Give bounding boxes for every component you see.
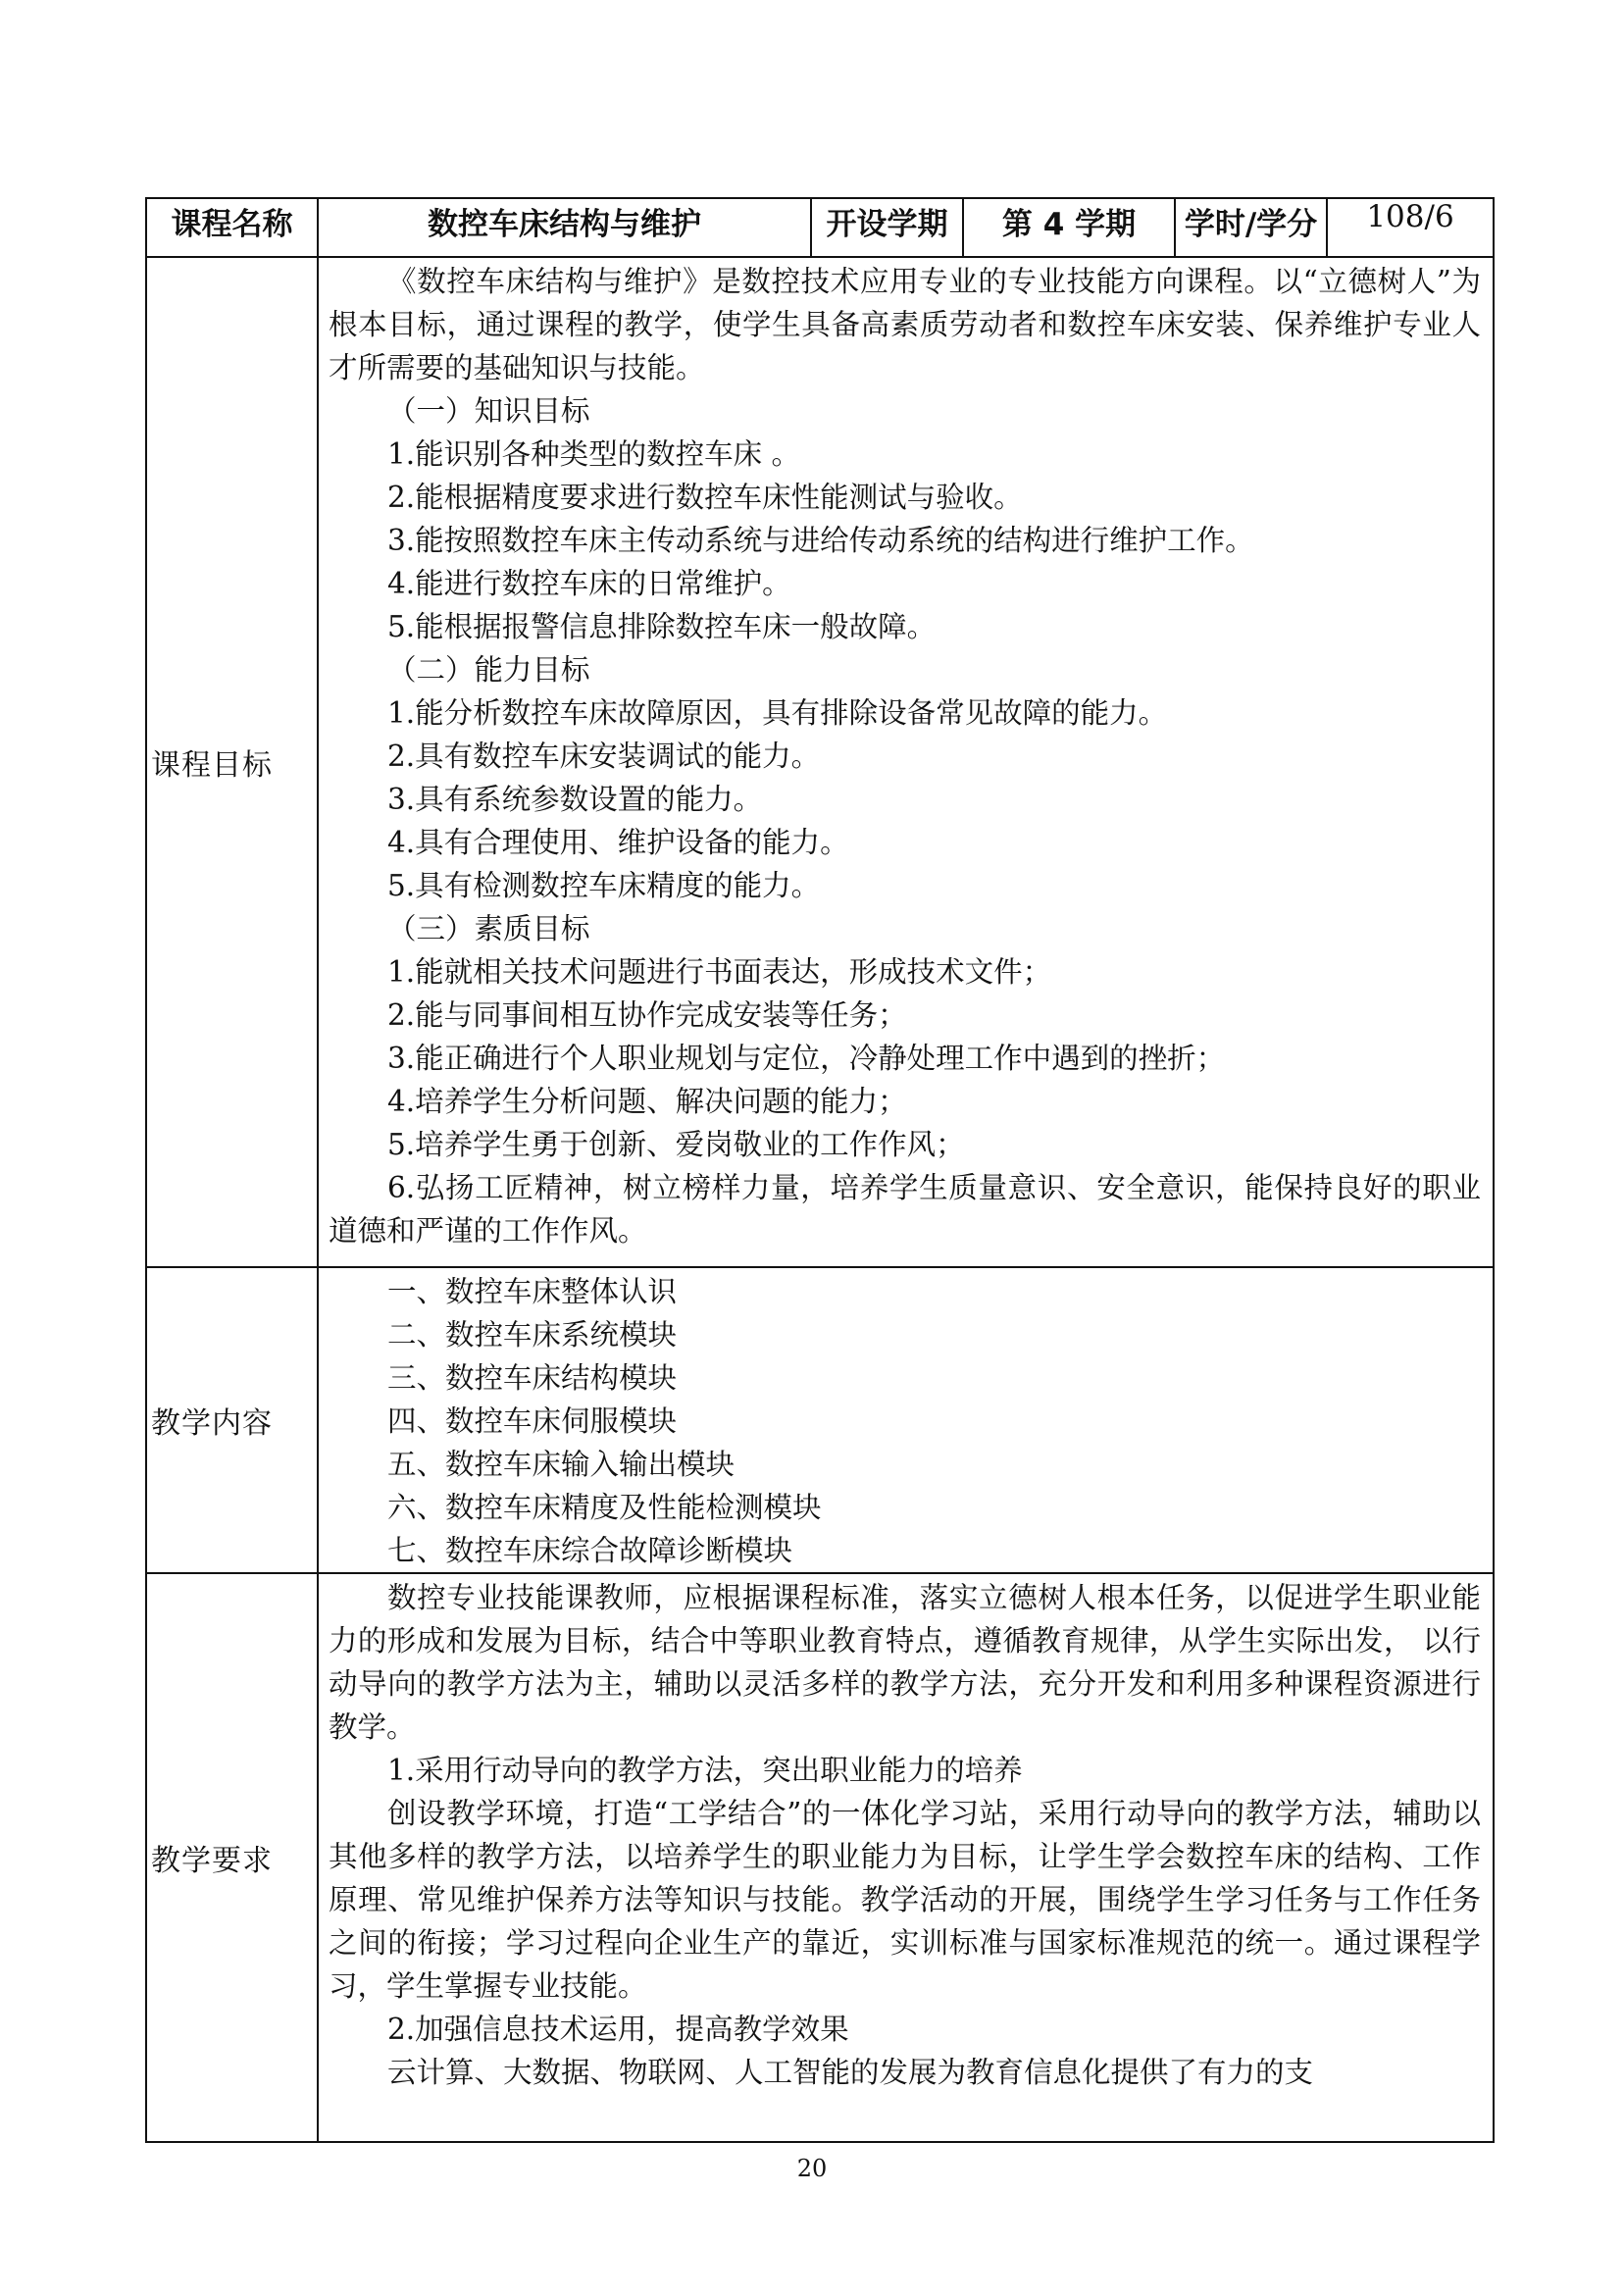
content-item-7: 七、数控车床综合故障诊断模块 xyxy=(387,1534,793,1567)
course-name: 数控车床结构与维护 xyxy=(318,198,811,257)
requirements-item-2-title: 2.加强信息技术运用，提高教学效果 xyxy=(387,2013,849,2046)
semester-value: 第 4 学期 xyxy=(963,198,1175,257)
content-row xyxy=(146,1267,1494,1573)
semester-label: 开设学期 xyxy=(811,198,963,257)
hours-value: 108/6 xyxy=(1327,198,1494,257)
knowledge-item-4: 4.能进行数控车床的日常维护。 xyxy=(387,567,791,600)
hours-label: 学时/学分 xyxy=(1175,198,1327,257)
requirements-label: 教学要求 xyxy=(146,1573,318,2142)
ability-item-1: 1.能分析数控车床故障原因，具有排除设备常见故障的能力。 xyxy=(387,696,1168,730)
requirements-item-1-title: 1.采用行动导向的教学方法，突出职业能力的培养 xyxy=(387,1754,1023,1787)
knowledge-item-3: 3.能按照数控车床主传动系统与进给传动系统的结构进行维护工作。 xyxy=(387,524,1254,557)
knowledge-item-2: 2.能根据精度要求进行数控车床性能测试与验收。 xyxy=(387,481,1023,514)
course-table xyxy=(145,197,1495,2143)
knowledge-title: （一）知识目标 xyxy=(387,394,590,428)
quality-item-6: 6.弘扬工匠精神，树立榜样力量，培养学生质量意识、安全意识，能保持良好的职业道德和严谨的工作作风。 xyxy=(329,1171,1481,1248)
content-cell xyxy=(318,1267,1494,1573)
quality-item-4: 4.培养学生分析问题、解决问题的能力； xyxy=(387,1085,907,1118)
page-number: 20 xyxy=(796,2155,828,2182)
content-item-1: 一、数控车床整体认识 xyxy=(387,1275,678,1308)
quality-item-5: 5.培养学生勇于创新、爱岗敬业的工作作风； xyxy=(387,1128,965,1161)
knowledge-item-1: 1.能识别各种类型的数控车床 。 xyxy=(387,437,801,471)
quality-item-1: 1.能就相关技术问题进行书面表达，形成技术文件； xyxy=(387,955,1052,989)
requirements-item-2-text: 云计算、大数据、物联网、人工智能的发展为教育信息化提供了有力的支 xyxy=(387,2056,1314,2089)
requirements-item-1-text: 创设教学环境，打造“工学结合”的一体化学习站，采用行动导向的教学方法，辅助以其他多样的教学方法，以培养学生的职业能力为目标，让学生学会数控车床的结构、工作原理、常见维护保养方法等知识与技能。教学活动的开展，围绕学生学习任务与工作任务之间的衔接；学习过程向企业生产的靠近，实训标准与国家标准规范的统一。通过课程学习，学生掌握专业技能。 xyxy=(329,1797,1481,2003)
objectives-intro: 《数控车床结构与维护》是数控技术应用专业的专业技能方向课程。以“立德树人”为根本目标，通过课程的教学，使学生具备高素质劳动者和数控车床安装、保养维护专业人才所需要的基础知识与技能。 xyxy=(329,265,1481,384)
course-name-label: 课程名称 xyxy=(146,198,318,257)
ability-item-5: 5.具有检测数控车床精度的能力。 xyxy=(387,869,821,902)
objectives-row xyxy=(146,257,1494,1267)
objectives-label: 课程目标 xyxy=(146,257,318,1267)
ability-title: （二）能力目标 xyxy=(387,653,590,687)
requirements-row xyxy=(146,1573,1494,2142)
ability-item-2: 2.具有数控车床安装调试的能力。 xyxy=(387,740,821,773)
knowledge-item-5: 5.能根据报警信息排除数控车床一般故障。 xyxy=(387,610,937,643)
content-item-3: 三、数控车床结构模块 xyxy=(387,1361,678,1395)
quality-item-2: 2.能与同事间相互协作完成安装等任务； xyxy=(387,998,907,1032)
content-item-4: 四、数控车床伺服模块 xyxy=(387,1404,678,1438)
ability-item-4: 4.具有合理使用、维护设备的能力。 xyxy=(387,826,849,859)
content-item-6: 六、数控车床精度及性能检测模块 xyxy=(387,1491,822,1524)
content-label: 教学内容 xyxy=(146,1267,318,1573)
content-item-5: 五、数控车床输入输出模块 xyxy=(387,1448,736,1481)
ability-item-3: 3.具有系统参数设置的能力。 xyxy=(387,783,763,816)
content-item-2: 二、数控车床系统模块 xyxy=(387,1318,678,1352)
requirements-intro: 数控专业技能课教师，应根据课程标准，落实立德树人根本任务，以促进学生职业能力的形成和发展为目标，结合中等职业教育特点，遵循教育规律，从学生实际出发， 以行动导向的教学方法为主，辅助以灵活多样的教学方法，充分开发和利用多种课程资源进行教学。 xyxy=(329,1581,1481,1744)
header-row xyxy=(146,198,1494,257)
requirements-cell xyxy=(318,1573,1494,2142)
quality-title: （三）素质目标 xyxy=(387,912,590,945)
objectives-cell xyxy=(318,257,1494,1267)
quality-item-3: 3.能正确进行个人职业规划与定位，冷静处理工作中遇到的挫折； xyxy=(387,1042,1226,1075)
